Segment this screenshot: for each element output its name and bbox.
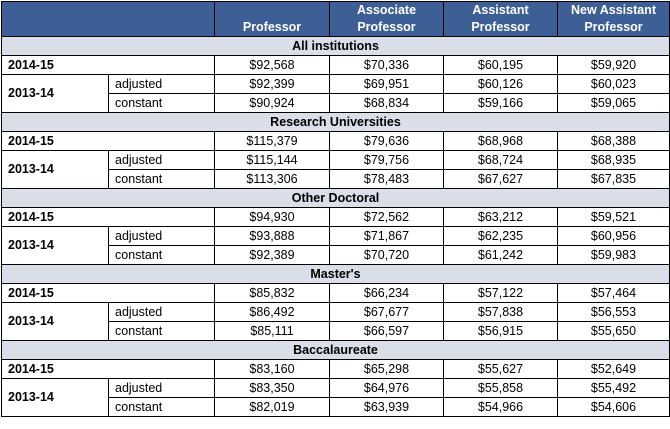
salary-value-cell: $69,951 — [330, 75, 444, 94]
salary-value-cell: $93,888 — [215, 227, 330, 246]
salary-value-cell: $68,724 — [444, 151, 558, 170]
salary-value-cell: $55,858 — [444, 379, 558, 398]
column-header-assistant-professor: Assistant Professor — [444, 2, 558, 37]
salary-value-cell: $86,492 — [215, 303, 330, 322]
salary-value-cell: $52,649 — [558, 360, 670, 379]
year-label: 2013-14 — [2, 379, 109, 417]
group-title: Other Doctoral — [2, 189, 670, 208]
group-title: Research Universities — [2, 113, 670, 132]
table-header — [2, 2, 670, 37]
group-row-baccalaureate — [2, 341, 670, 360]
salary-value-cell: $92,389 — [215, 246, 330, 265]
salary-value-cell: $56,553 — [558, 303, 670, 322]
salary-value-cell: $115,144 — [215, 151, 330, 170]
group-row-other-doctoral — [2, 189, 670, 208]
column-header-new-assistant-professor: New Assistant Professor — [558, 2, 670, 37]
salary-value-cell: $63,939 — [330, 398, 444, 417]
salary-value-cell: $92,568 — [215, 56, 330, 75]
salary-value-cell: $59,065 — [558, 94, 670, 113]
salary-value-cell: $68,935 — [558, 151, 670, 170]
group-title: Master's — [2, 265, 670, 284]
dollar-type-label: adjusted — [109, 379, 215, 398]
salary-value-cell: $61,242 — [444, 246, 558, 265]
salary-value-cell: $71,867 — [330, 227, 444, 246]
table-row — [2, 303, 670, 322]
salary-value-cell: $59,521 — [558, 208, 670, 227]
year-label: 2014-15 — [2, 208, 215, 227]
column-header-professor: Professor — [215, 2, 330, 37]
salary-value-cell: $79,756 — [330, 151, 444, 170]
salary-value-cell: $94,930 — [215, 208, 330, 227]
table-row — [2, 379, 670, 398]
dollar-type-label: constant — [109, 398, 215, 417]
salary-value-cell: $78,483 — [330, 170, 444, 189]
salary-value-cell: $59,920 — [558, 56, 670, 75]
dollar-type-label: adjusted — [109, 303, 215, 322]
salary-value-cell: $66,597 — [330, 322, 444, 341]
salary-value-cell: $57,838 — [444, 303, 558, 322]
year-label: 2013-14 — [2, 75, 109, 113]
header-row — [2, 2, 670, 37]
salary-value-cell: $67,835 — [558, 170, 670, 189]
group-row-master-s — [2, 265, 670, 284]
salary-value-cell: $92,399 — [215, 75, 330, 94]
salary-value-cell: $90,924 — [215, 94, 330, 113]
column-header-associate-professor: Associate Professor — [330, 2, 444, 37]
dollar-type-label: constant — [109, 246, 215, 265]
salary-value-cell: $66,234 — [330, 284, 444, 303]
salary-value-cell: $82,019 — [215, 398, 330, 417]
salary-value-cell: $57,464 — [558, 284, 670, 303]
salary-table — [1, 1, 670, 417]
header-blank-cell — [2, 2, 215, 37]
table-row — [2, 284, 670, 303]
salary-value-cell: $70,720 — [330, 246, 444, 265]
salary-value-cell: $55,627 — [444, 360, 558, 379]
salary-value-cell: $115,379 — [215, 132, 330, 151]
year-label: 2013-14 — [2, 303, 109, 341]
salary-value-cell: $72,562 — [330, 208, 444, 227]
dollar-type-label: constant — [109, 322, 215, 341]
table-row — [2, 151, 670, 170]
table-body — [2, 37, 670, 417]
salary-value-cell: $68,968 — [444, 132, 558, 151]
group-row-all-institutions — [2, 37, 670, 56]
year-label: 2014-15 — [2, 284, 215, 303]
salary-value-cell: $68,834 — [330, 94, 444, 113]
salary-value-cell: $60,023 — [558, 75, 670, 94]
dollar-type-label: adjusted — [109, 75, 215, 94]
salary-value-cell: $60,956 — [558, 227, 670, 246]
year-label: 2013-14 — [2, 151, 109, 189]
salary-value-cell: $83,350 — [215, 379, 330, 398]
salary-value-cell: $85,832 — [215, 284, 330, 303]
salary-value-cell: $54,966 — [444, 398, 558, 417]
salary-value-cell: $59,983 — [558, 246, 670, 265]
salary-value-cell: $59,166 — [444, 94, 558, 113]
dollar-type-label: adjusted — [109, 227, 215, 246]
salary-value-cell: $60,126 — [444, 75, 558, 94]
salary-value-cell: $83,160 — [215, 360, 330, 379]
salary-value-cell: $64,976 — [330, 379, 444, 398]
group-title: All institutions — [2, 37, 670, 56]
salary-value-cell: $68,388 — [558, 132, 670, 151]
salary-value-cell: $67,627 — [444, 170, 558, 189]
table-row — [2, 56, 670, 75]
table-row — [2, 208, 670, 227]
salary-value-cell: $63,212 — [444, 208, 558, 227]
year-label: 2014-15 — [2, 132, 215, 151]
salary-value-cell: $55,650 — [558, 322, 670, 341]
salary-value-cell: $54,606 — [558, 398, 670, 417]
table-row — [2, 360, 670, 379]
dollar-type-label: adjusted — [109, 151, 215, 170]
salary-value-cell: $113,306 — [215, 170, 330, 189]
salary-value-cell: $70,336 — [330, 56, 444, 75]
salary-value-cell: $56,915 — [444, 322, 558, 341]
salary-value-cell: $57,122 — [444, 284, 558, 303]
group-row-research-universities — [2, 113, 670, 132]
year-label: 2013-14 — [2, 227, 109, 265]
year-label: 2014-15 — [2, 56, 215, 75]
salary-value-cell: $55,492 — [558, 379, 670, 398]
salary-value-cell: $67,677 — [330, 303, 444, 322]
dollar-type-label: constant — [109, 94, 215, 113]
year-label: 2014-15 — [2, 360, 215, 379]
group-title: Baccalaureate — [2, 341, 670, 360]
salary-value-cell: $60,195 — [444, 56, 558, 75]
salary-value-cell: $85,111 — [215, 322, 330, 341]
salary-value-cell: $65,298 — [330, 360, 444, 379]
dollar-type-label: constant — [109, 170, 215, 189]
salary-value-cell: $79,636 — [330, 132, 444, 151]
table-row — [2, 75, 670, 94]
table-row — [2, 132, 670, 151]
salary-value-cell: $62,235 — [444, 227, 558, 246]
table-row — [2, 227, 670, 246]
